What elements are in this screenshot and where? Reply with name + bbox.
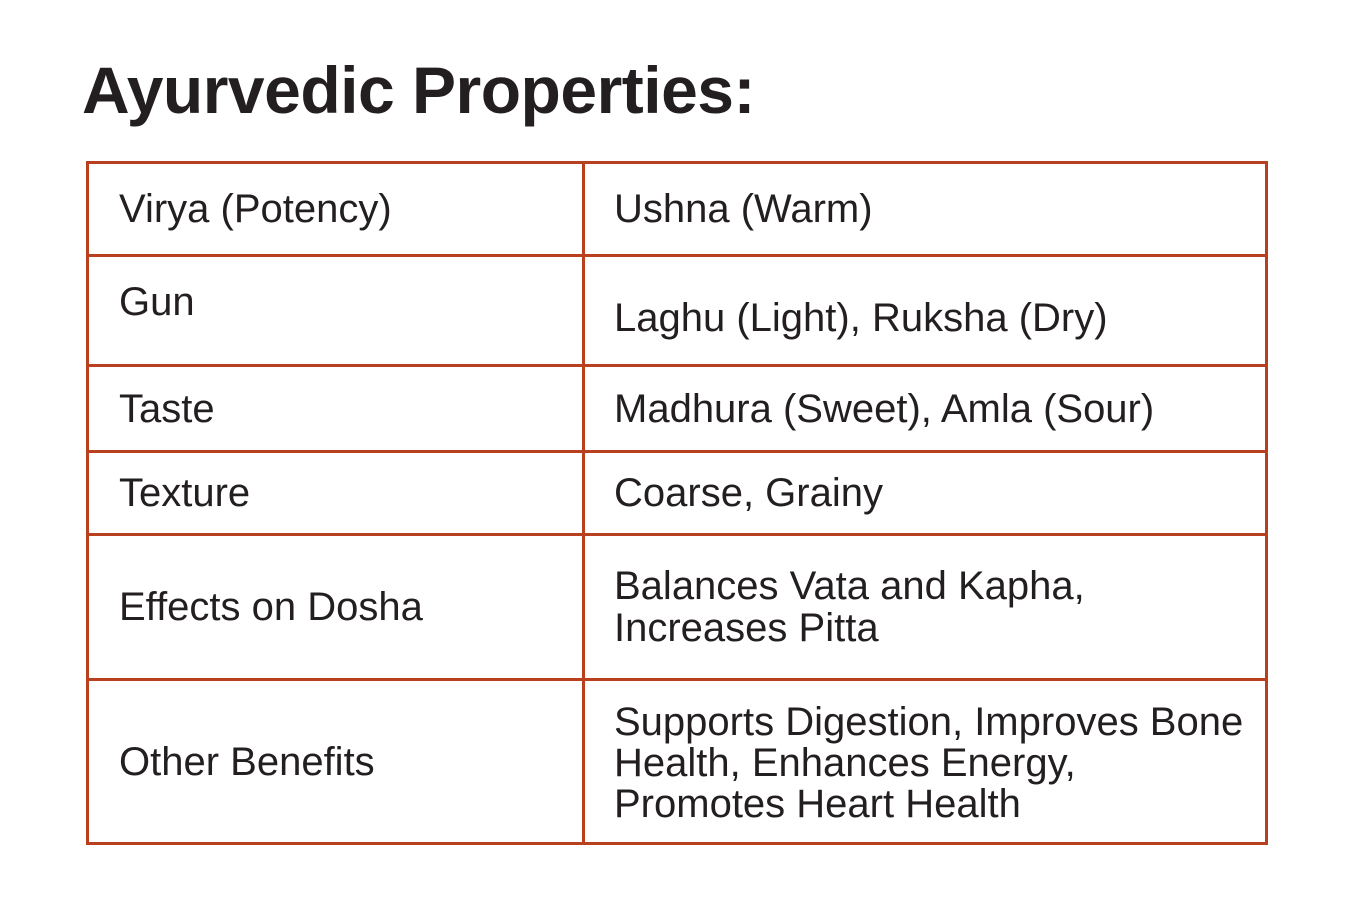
property-label: Taste	[88, 366, 584, 452]
property-value: Balances Vata and Kapha, Increases Pitta	[584, 535, 1267, 680]
table-row	[88, 256, 1267, 366]
table-row	[88, 163, 1267, 256]
property-value: Laghu (Light), Ruksha (Dry)	[584, 256, 1267, 366]
property-label: Texture	[88, 452, 584, 535]
property-value: Coarse, Grainy	[584, 452, 1267, 535]
property-value: Madhura (Sweet), Amla (Sour)	[584, 366, 1267, 452]
table-row	[88, 452, 1267, 535]
table-row	[88, 535, 1267, 680]
property-label: Other Benefits	[88, 680, 584, 844]
ayurvedic-properties-table	[86, 161, 1268, 845]
table-row	[88, 366, 1267, 452]
table-row	[88, 680, 1267, 844]
property-label: Virya (Potency)	[88, 163, 584, 256]
property-value: Ushna (Warm)	[584, 163, 1267, 256]
page-title: Ayurvedic Properties:	[82, 53, 755, 127]
property-label: Gun	[88, 256, 584, 366]
property-label: Effects on Dosha	[88, 535, 584, 680]
property-value: Supports Digestion, Improves Bone Health, Enhances Energy, Promotes Heart Health	[584, 680, 1267, 844]
